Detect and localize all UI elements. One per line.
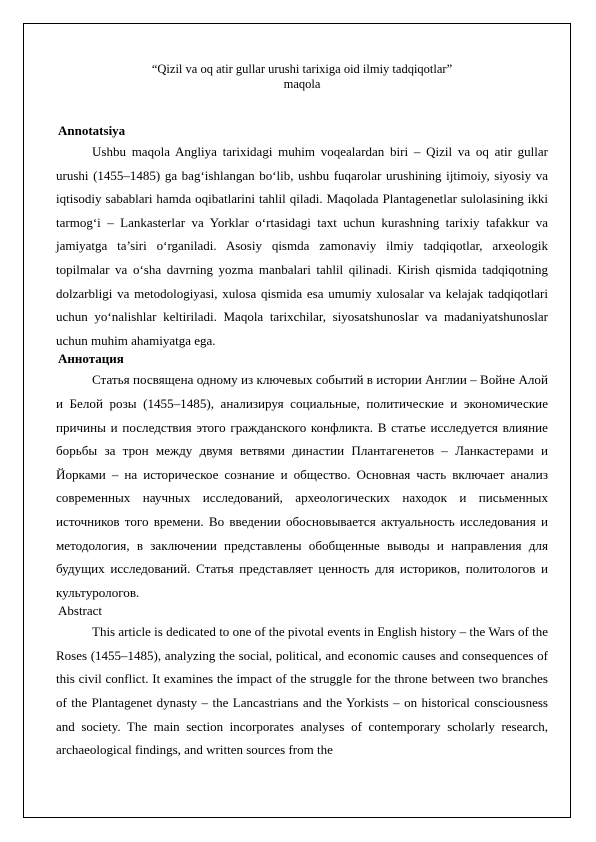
article-subtitle: maqola: [283, 77, 321, 91]
russian-annotation-text: Статья посвящена одному из ключевых событий в истории Англии – Войне Алой и Белой розы (1455–1485), анализируя социальные, политические и экономические причины и последствия этого гражданского конфликта. В статье исследуется влияние борьбы за трон между двумя ветвями династии Плантагенетов – Ланкастерами и Йорками – на историческое сознание и общество. Основная часть включает анализ современных научных исследований, археологических находок и письменных источников того времени. Во введении обосновывается актуальность исследования и методология, в заключении представлены обобщенные выводы и направления для будущих исследований. Статья представляет ценность для историков, политологов и культурологов.: [56, 372, 548, 600]
english-abstract-text: This article is dedicated to one of the pivotal events in English history – the Wars of the Roses (1455–1485), analyzing the social, political, and economic causes and consequences of this civil conflict. It examines the impact of the struggle for the throne between two branches of the Plantagenet dynasty – the Lancastrians and the Yorkists – on historical consciousness and society. The main section incorporates analyses of contemporary scholarly research, archaeological findings, and written sources from the: [56, 624, 548, 758]
uzbek-annotation-section: [56, 122, 548, 352]
document-body: [56, 62, 548, 762]
english-abstract-section: [56, 602, 548, 762]
article-title: “Qizil va oq atir gullar urushi tarixiga oid ilmiy tadqiqotlar”: [151, 62, 453, 76]
uzbek-annotation-text: Ushbu maqola Angliya tarixidagi muhim voqealardan biri – Qizil va oq atir gullar urushi (1455–1485) ga bag‘ishlangan bo‘lib, ushbu fuqarolar urushining ijtimoiy, siyosiy va iqtisodiy sabablari hamda oqibatlarini tahlil qiladi. Maqolada Plantagenetlar sulolasining ikki tarmog‘i – Lankasterlar va Yorklar o‘rtasidagi taxt uchun kurashning tarixiy tafakkur va jamiyatga ta’siri o‘rganiladi. Asosiy qismda zamonaviy ilmiy tadqiqotlar, arxeologik topilmalar va o‘sha davrning yozma manbalari tahlil qilinadi. Kirish qismida tadqiqotning dolzarbligi va metodologiyasi, xulosa qismida esa umumiy xulosalar va kelajak tadqiqotlari uchun yo‘nalishlar keltiriladi. Maqola tarixchilar, siyosatshunoslar va madaniyatshunoslar uchun muhim ahamiyatga ega.: [56, 144, 548, 348]
title-block: [56, 62, 548, 92]
english-abstract-heading: Abstract: [58, 603, 103, 619]
uzbek-annotation-heading: Annotatsiya: [58, 123, 126, 138]
russian-annotation-heading: Аннотация: [58, 351, 124, 367]
russian-annotation-section: [56, 350, 548, 604]
